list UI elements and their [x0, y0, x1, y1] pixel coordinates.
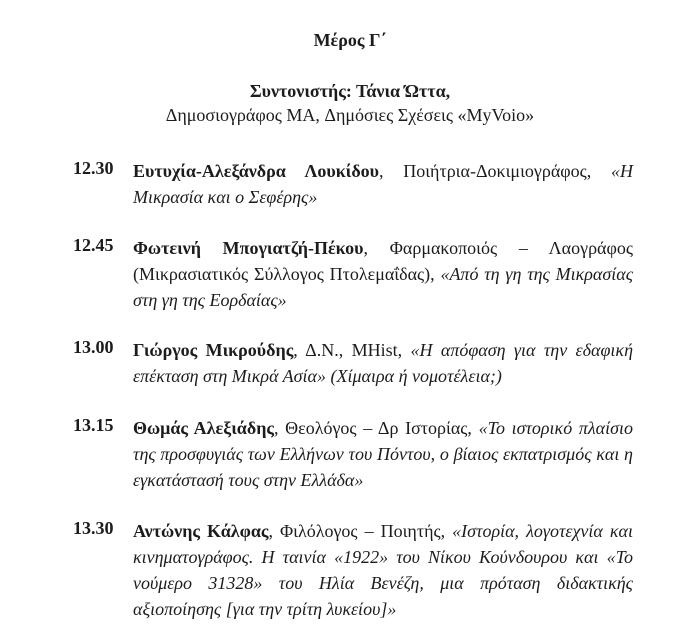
talk-title: «Ιστορία, λογοτεχνία και κινηματογράφος. Η ταινία «1922» του Νίκου Κούνδουρου και «Το νούμερο 31328» του Ηλία Βενέζη, μια πρόταση διδακτικής αξιοποίησης [για την τρίτη λυκείου]» [133, 521, 633, 619]
entry-time: 12.45 [73, 235, 114, 255]
entry-time: 13.00 [73, 337, 114, 357]
coordinator-name: Συντονιστής: Τάνια Ώττα, [249, 81, 451, 101]
entry-text [133, 415, 633, 493]
speaker-role: , Ποιήτρια-Δοκιμιογράφος, [379, 161, 611, 181]
speaker-name: Θωμάς Αλεξιάδης [133, 418, 275, 438]
part-title: Μέρος Γ΄ [313, 30, 387, 50]
coordinator-affiliation: Δημοσιογράφος MA, Δημόσιες Σχέσεις «MyVoio» [165, 105, 535, 125]
talk-title: «Η Μικρασία και ο Σεφέρης» [133, 161, 633, 207]
entry-text [133, 235, 633, 313]
entry-time: 13.30 [73, 518, 114, 538]
speaker-name: Γιώργος Μικρούδης [133, 340, 294, 360]
entry-text [133, 158, 633, 210]
entry-text [133, 337, 633, 389]
talk-title: «Από τη γη της Μικρασίας στη γη της Εορδαίας» [133, 264, 633, 310]
speaker-role: , Φιλόλογος – Ποιητής, [268, 521, 453, 541]
speaker-name: Αντώνης Κάλφας [133, 521, 269, 541]
entry-text [133, 518, 633, 622]
entry-time: 13.15 [73, 415, 114, 435]
speaker-role: , Φαρμακοποιός – Λαογράφος (Μικρασιατικός Σύλλογος Πτολεμαΐδας), [133, 238, 633, 284]
talk-title: «Η απόφαση για την εδαφική επέκταση στη Μικρά Ασία» (Χίμαιρα ή νομοτέλεια;) [133, 340, 633, 386]
talk-title: «Το ιστορικό πλαίσιο της προσφυγιάς των Ελλήνων του Πόντου, ο βίαιος εκπατρισμός και η εγκατάστασή τους στην Ελλάδα» [133, 418, 633, 490]
speaker-name: Φωτεινή Μπογιατζή-Πέκου [133, 238, 364, 258]
entry-time: 12.30 [73, 158, 114, 178]
speaker-role: , Δ.Ν., MHist, [293, 340, 411, 360]
speaker-name: Ευτυχία-Αλεξάνδρα Λουκίδου [133, 161, 380, 181]
speaker-role: , Θεολόγος – Δρ Ιστορίας, [274, 418, 479, 438]
